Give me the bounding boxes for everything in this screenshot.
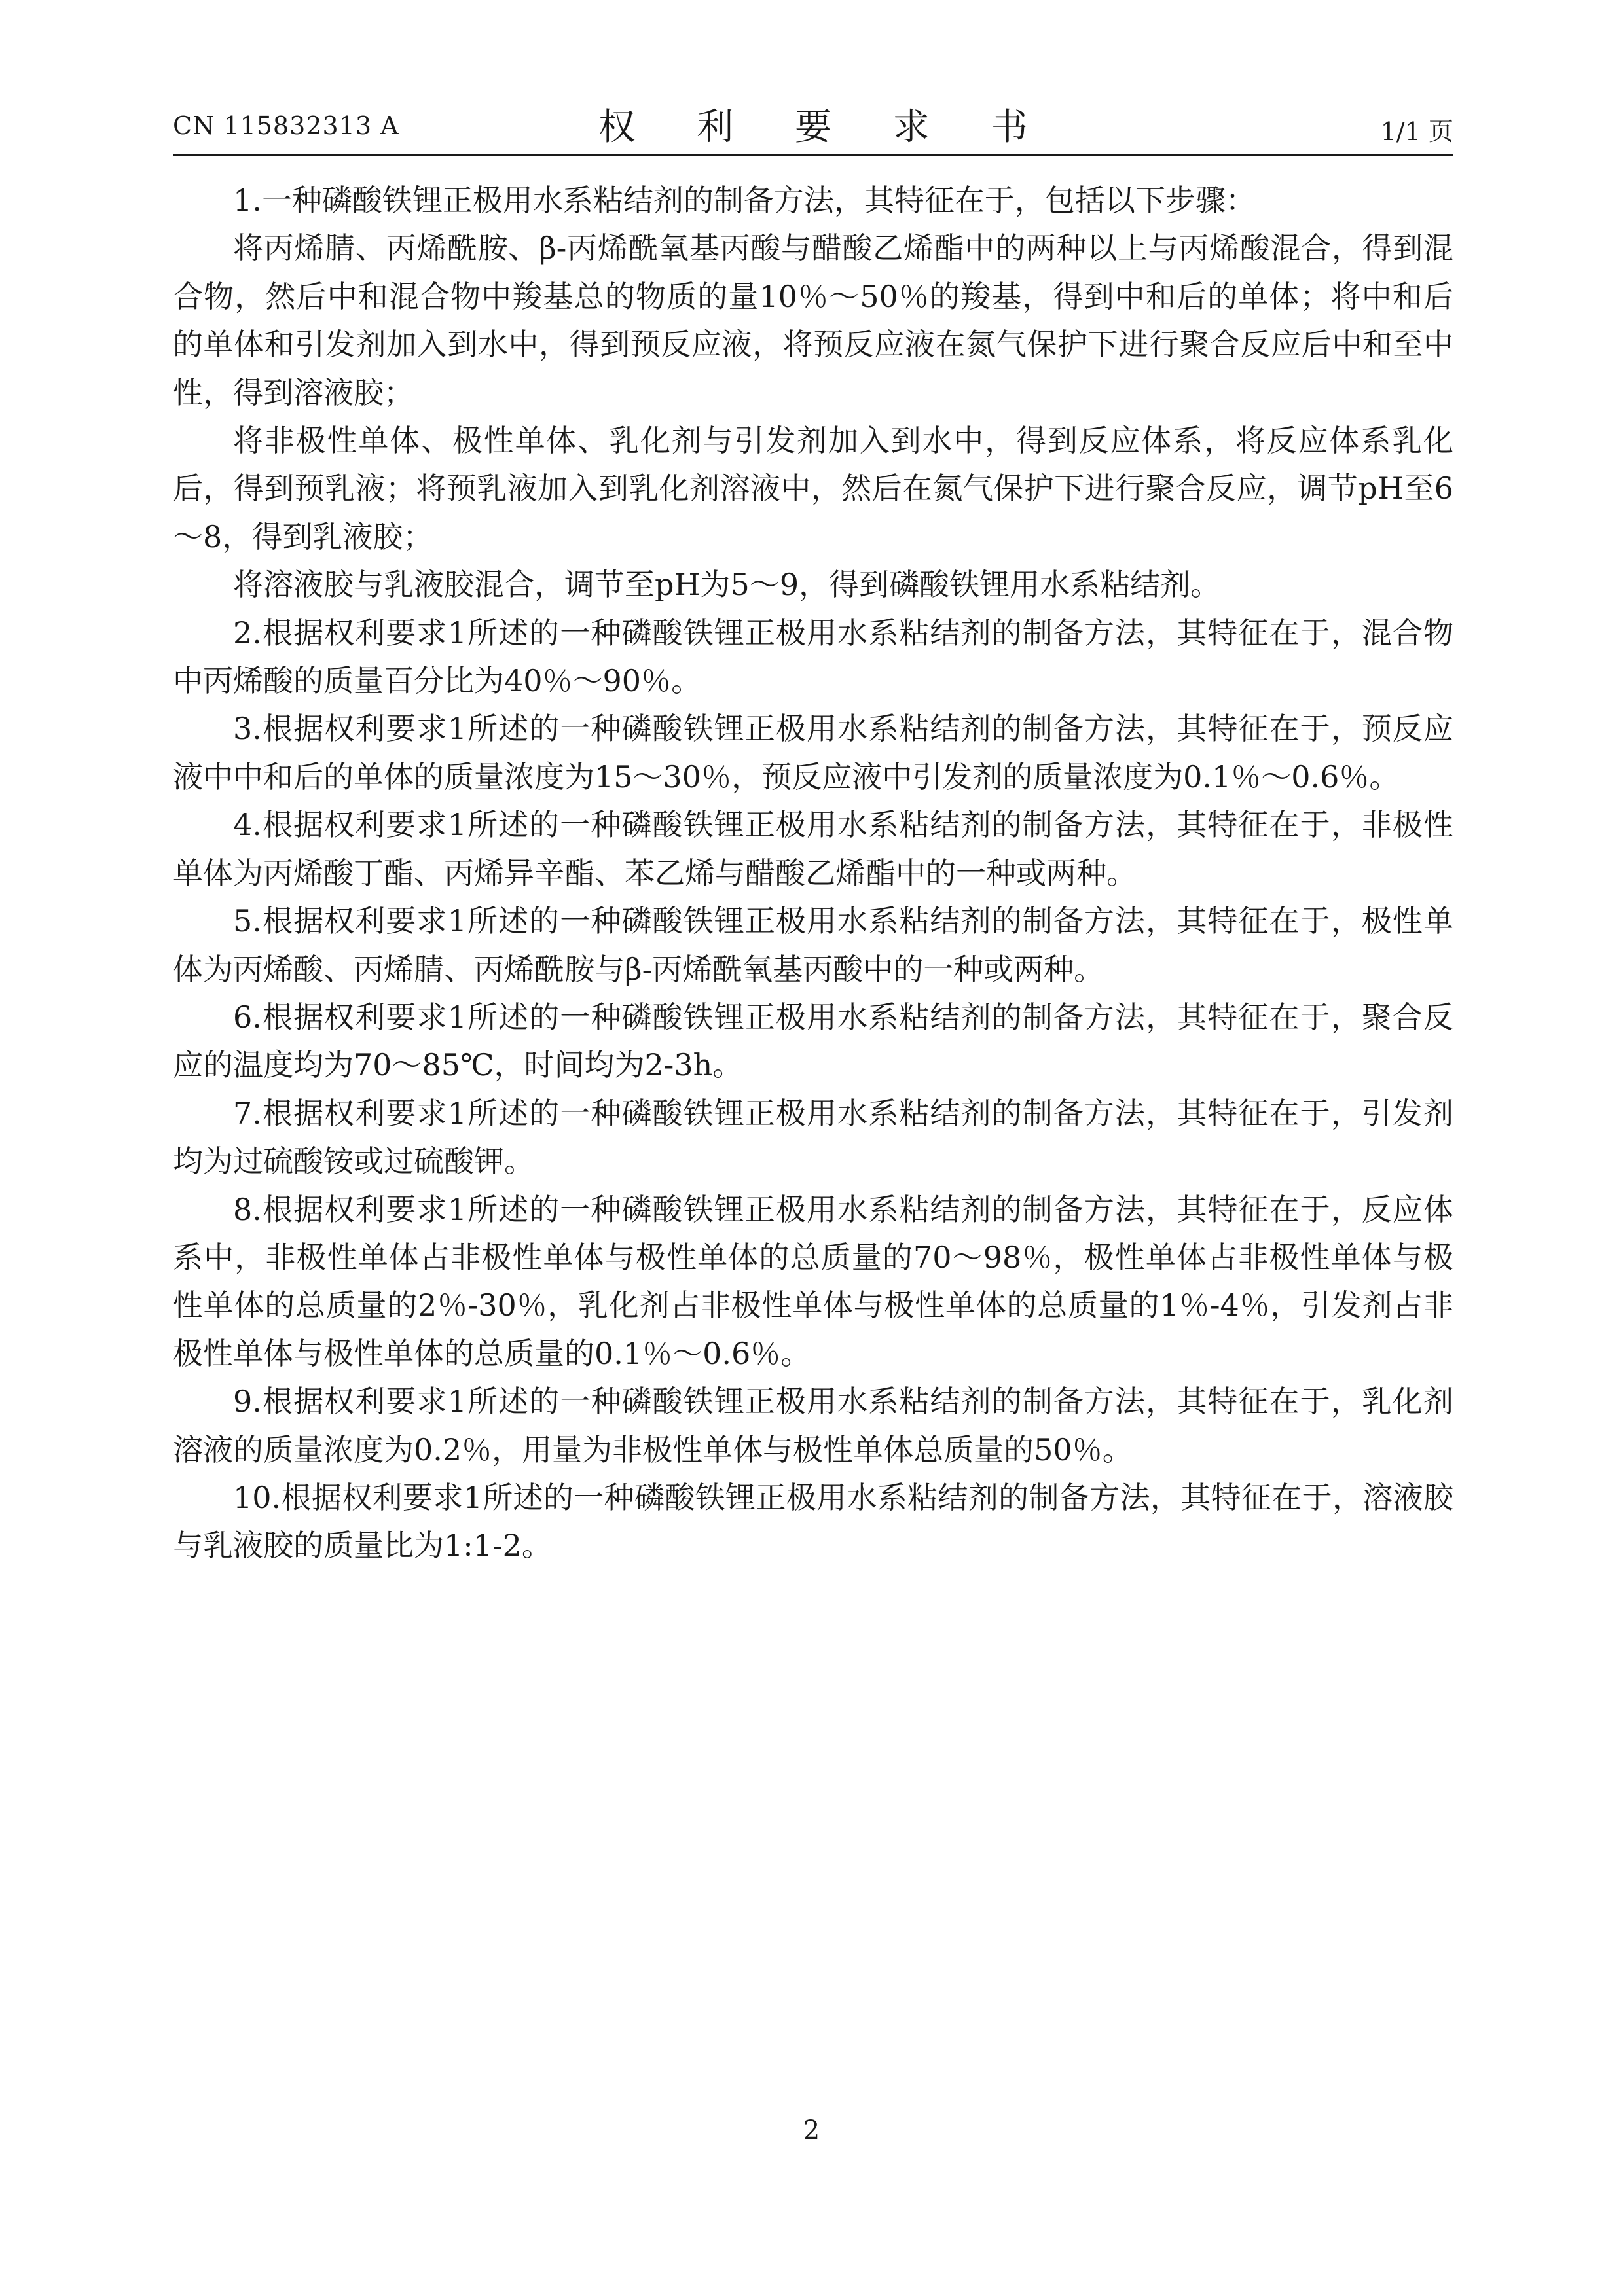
- claim-10: 10.根据权利要求1所述的一种磷酸铁锂正极用水系粘结剂的制备方法，其特征在于，溶液胶与乳液胶的质量比为1:1-2。: [173, 1479, 1453, 1564]
- publication-number: CN 115832313 A: [173, 111, 399, 140]
- claim-2: 2.根据权利要求1所述的一种磷酸铁锂正极用水系粘结剂的制备方法，其特征在于，混合物中丙烯酸的质量百分比为40％～90％。: [173, 615, 1453, 699]
- page-number: 2: [803, 2115, 820, 2145]
- claim-1: 1.一种磷酸铁锂正极用水系粘结剂的制备方法，其特征在于，包括以下步骤：: [233, 183, 1256, 218]
- header-divider: [173, 154, 1453, 156]
- claim-9: 9.根据权利要求1所述的一种磷酸铁锂正极用水系粘结剂的制备方法，其特征在于，乳化剂溶液的质量浓度为0.2％，用量为非极性单体与极性单体总质量的50％。: [173, 1384, 1453, 1467]
- claim-8: 8.根据权利要求1所述的一种磷酸铁锂正极用水系粘结剂的制备方法，其特征在于，反应体系中，非极性单体占非极性单体与极性单体的总质量的70～98％，极性单体占非极性单体与极性单体的总质量的2％-30％，乳化剂占非极性单体与极性单体的总质量的1％-4％，引发剂占非极性单体与极性单体的总质量的0.1％～0.6％。: [173, 1191, 1453, 1371]
- page-header: [173, 98, 1453, 153]
- claim-1-step-3: 将溶液胶与乳液胶混合，调节至pH为5～9，得到磷酸铁锂用水系粘结剂。: [233, 567, 1221, 603]
- claim-1-step-1: 将丙烯腈、丙烯酰胺、β-丙烯酰氧基丙酸与醋酸乙烯酯中的两种以上与丙烯酸混合，得到混合物，然后中和混合物中羧基总的物质的量10％～50％的羧基，得到中和后的单体；将中和后的单体和引发剂加入到水中，得到预反应液，将预反应液在氮气保护下进行聚合反应后中和至中性，得到溶液胶；: [173, 230, 1453, 410]
- claim-4: 4.根据权利要求1所述的一种磷酸铁锂正极用水系粘结剂的制备方法，其特征在于，非极性单体为丙烯酸丁酯、丙烯异辛酯、苯乙烯与醋酸乙烯酯中的一种或两种。: [173, 807, 1453, 891]
- page-indicator: 1/1 页: [1380, 117, 1453, 146]
- claim-1-step-2: 将非极性单体、极性单体、乳化剂与引发剂加入到水中，得到反应体系，将反应体系乳化后，得到预乳液；将预乳液加入到乳化剂溶液中，然后在氮气保护下进行聚合反应，调节pH至6～8，得到乳液胶；: [173, 423, 1453, 554]
- claim-5: 5.根据权利要求1所述的一种磷酸铁锂正极用水系粘结剂的制备方法，其特征在于，极性单体为丙烯酸、丙烯腈、丙烯酰胺与β-丙烯酰氧基丙酸中的一种或两种。: [173, 903, 1453, 987]
- claim-7: 7.根据权利要求1所述的一种磷酸铁锂正极用水系粘结剂的制备方法，其特征在于，引发剂均为过硫酸铵或过硫酸钾。: [173, 1095, 1453, 1179]
- document-title: 权 利 要 求 书: [598, 106, 1053, 149]
- claim-3: 3.根据权利要求1所述的一种磷酸铁锂正极用水系粘结剂的制备方法，其特征在于，预反应液中中和后的单体的质量浓度为15～30％，预反应液中引发剂的质量浓度为0.1％～0.6％。: [173, 711, 1453, 795]
- claim-6: 6.根据权利要求1所述的一种磷酸铁锂正极用水系粘结剂的制备方法，其特征在于，聚合反应的温度均为70～85℃，时间均为2-3h。: [173, 999, 1453, 1083]
- claims-body: [173, 177, 1453, 1570]
